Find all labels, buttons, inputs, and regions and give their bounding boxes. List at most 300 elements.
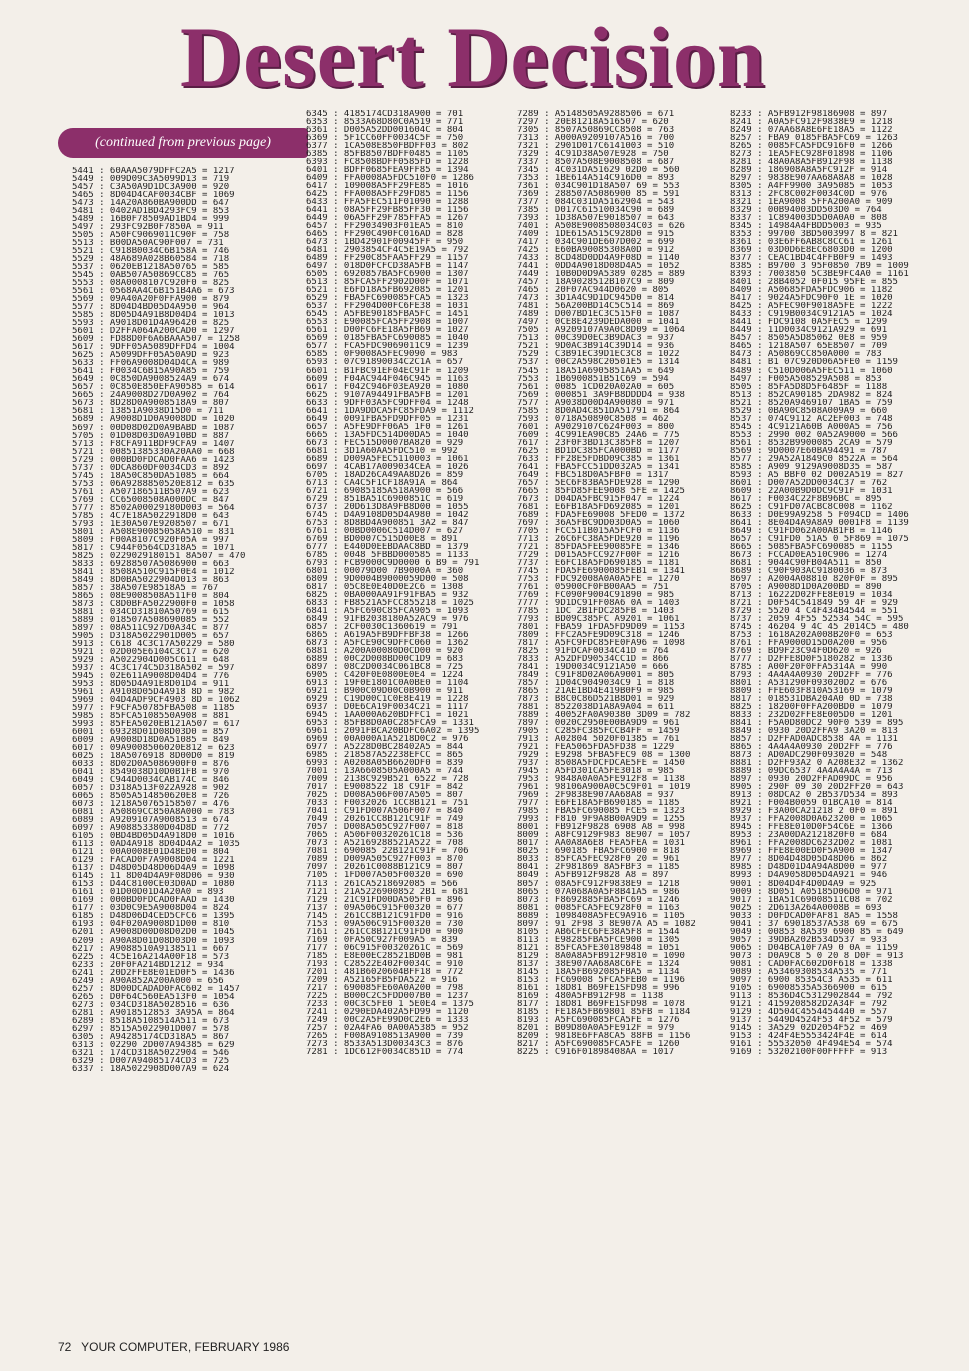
listing-line: 6657 : A5FE9DFF06A5 1F0 = 1261 <box>306 422 469 431</box>
listing-line: 6913 : 19F0E1801C0A0BE0 = 1104 <box>306 679 469 688</box>
listing-line: 8881 : D2FF93A2 0 A208E32 = 1362 <box>730 759 904 768</box>
listing-line: 7321 : 2901D017C6141003 = 510 <box>517 142 675 151</box>
listing-line: 5793 : 1E30A507E9208507 = 671 <box>72 519 230 528</box>
listing-line: 8113 : E98285FBA5FCE900 = 1305 <box>517 935 680 944</box>
listing-line: 9017 : 1BA51C69008511C08 = 702 <box>730 895 893 904</box>
listing-line: 8153 : FC69008 5FCA5FEB0 = 1196 <box>517 975 685 984</box>
listing-line: 6225 : 4C5E16A214A00F18 = 573 <box>72 952 230 961</box>
listing-line: 7641 : FBA5FCC51DD032A5 = 1341 <box>517 462 680 471</box>
listing-line: 6233 : 20F0FA214BD1212 = 934 <box>72 960 224 969</box>
listing-line: 6129 : FACAD0F7A9008D04 = 1221 <box>72 856 235 865</box>
listing-line: 8225 : C916F01898408AA = 1017 <box>517 1047 675 1056</box>
listing-line: 8097 : 91 2F98 3 8E907A A5 = 1082 <box>517 919 696 928</box>
listing-line: 8001 : FB912F9828 6908 A8 = 998 <box>517 823 685 832</box>
listing-line: 6889 : 00C2D008BD00C1D9 = 683 <box>306 655 464 664</box>
listing-line: 7273 : 8533A513D00343C3 = 876 <box>306 1039 464 1048</box>
listing-line: 8401 : 28B4052 0F015 95FE = 855 <box>730 278 898 287</box>
listing-line: 5961 : A9108D05D4A918 8D = 982 <box>72 688 235 697</box>
listing-line: 5697 : 00D08D02D0A9BABD = 1087 <box>72 423 235 432</box>
listing-line: 7777 : 9D1DC91FF08A6 0A = 1403 <box>517 598 680 607</box>
listing-line: 6681 : 3D1A60AA5FDC510 = 992 <box>306 446 458 455</box>
listing-line: 6825 : 0BA000AA91F91FBA5 = 932 <box>306 590 469 599</box>
listing-line: 7753 : FDC92008A0A0A5FE = 1270 <box>517 574 680 583</box>
listing-line: 7313 : A000A9209107A516 = 700 <box>517 134 675 143</box>
listing-line: 6241 : 20D2FFE8E01ED0F5 = 1436 <box>72 968 235 977</box>
listing-line: 6737 : 20D613D8A9FB8D00 = 1055 <box>306 502 469 511</box>
listing-line: 7281 : 1DC612F0034C851D = 774 <box>306 1047 464 1056</box>
listing-line: 8649 : C91FD062A00AB1FB = 1146 <box>730 526 893 535</box>
listing-line: 7873 : B8C0C86D521B8D01 = 929 <box>517 695 675 704</box>
listing-line: 8033 : 85FCA5FEC928F0 20 = 961 <box>517 855 680 864</box>
listing-line: 7113 : 261CA5218692085 = 566 <box>306 879 458 888</box>
listing-line: 6329 : D007A94085174CD3 = 725 <box>72 1056 230 1065</box>
listing-line: 7617 : 23F0F3BD13C385F8 = 1207 <box>517 438 680 447</box>
listing-line: 7769 : FC090F9004C91890 = 985 <box>517 590 675 599</box>
listing-line: 9089 : A53469308534A535 = 771 <box>730 967 888 976</box>
listing-line: 7497 : 0CE8E4239DEDA000 = 1041 <box>517 318 680 327</box>
listing-line: 6073 : 1218A50765158507 = 476 <box>72 800 230 809</box>
listing-line: 5881 : 034CD31810A50769 = 615 <box>72 607 230 616</box>
listing-line: 7649 : FBC518D0A5FBF0 = 1317 <box>517 470 669 479</box>
listing-line: 5785 : 4C7E18A5022918D0 = 643 <box>72 511 230 520</box>
listing-line: 8441 : FDC9108 0A5FEC5 = 1299 <box>730 318 888 327</box>
listing-line: 5465 : 8D04D4CAF0034CBF = 1069 <box>72 191 235 200</box>
listing-line: 7545 : 18A51A6905851AA5 = 649 <box>517 366 675 375</box>
listing-line: 7369 : 288507A5086900 85 = 591 <box>517 190 680 199</box>
listing-line: 6097 : A908853380D04D8D = 772 <box>72 824 230 833</box>
listing-line: 6649 : 0091FBA5FD9DFF05 = 1231 <box>306 414 469 423</box>
listing-line: 7969 : 2F9838E907AA68A8 = 937 <box>517 791 675 800</box>
listing-line: 8393 : 7003850 5C3BE9FC4A0 = 1161 <box>730 270 909 279</box>
listing-line: 7761 : 05900CF0FB00AA5 = 751 <box>517 582 669 591</box>
listing-line: 6289 : 8518A5108514A511 = 673 <box>72 1016 230 1025</box>
listing-line: 5745 : 18A50C850DA51085 = 664 <box>72 471 230 480</box>
listing-line: 8377 : CEAC1BD4C4FFB0F9 = 1493 <box>730 254 893 263</box>
listing-line: 7929 : E9298 5FBA5FEC9 08 = 1300 <box>517 751 691 760</box>
listing-line: 8201 : B09D80A0A5FE912F = 979 <box>517 1023 675 1032</box>
listing-line: 8841 : F5A0D80DC2 90F0 539 = 895 <box>730 719 904 728</box>
listing-line: 9145 : 3A529 02D2054F52 = 469 <box>730 1023 888 1032</box>
listing-column-3 <box>517 110 696 1056</box>
listing-line: 6857 : 2CF0030C1360619 = 791 <box>306 623 458 632</box>
listing-line: 7177 : 06C915F00320261C = 569 <box>306 943 464 952</box>
listing-line: 6169 : 000BD0FDCAD0FAAD = 1430 <box>72 896 235 905</box>
listing-line: 7209 : A52165FB5FDA522 = 916 <box>306 975 458 984</box>
listing-line: 6145 : 11 8D04D4A9F08D06 = 930 <box>72 872 235 881</box>
listing-line: 6601 : B1FBC91EF04EC91F = 1209 <box>306 366 469 375</box>
listing-line: 7505 : A9209107A9A0C8D09 = 1064 <box>517 326 685 335</box>
listing-line: 5849 : 8D0BA5022904D013 = 863 <box>72 575 230 584</box>
listing-line: 7417 : 034C901DE607D002 = 699 <box>517 238 675 247</box>
listing-line: 7833 : A52DFD90534CC1D = 866 <box>517 655 669 664</box>
listing-line: 7241 : 0290EDA402A5FD99 = 1120 <box>306 1007 469 1016</box>
listing-line: 6561 : D00FC6FE18A5FB69 = 1027 <box>306 326 469 335</box>
listing-line: 7801 : FBA59 1FDA5FD9D09 = 1153 <box>517 623 685 632</box>
listing-line: 5569 : 09A40A20F0FFA900 = 879 <box>72 295 230 304</box>
listing-line: 8769 : BD9F23C94F0D620 = 926 <box>730 647 882 656</box>
listing-line: 8289 : 186908A8A5FC912F = 914 <box>730 166 888 175</box>
listing-line: 5561 : 0568AA4C6B151B4A6 = 673 <box>72 287 235 296</box>
listing-line: 6273 : 034CD318A5028516 = 636 <box>72 1000 230 1009</box>
listing-line: 6729 : 851BA51C6900851C = 619 <box>306 494 464 503</box>
listing-line: 8873 : AD0ADC290F093020 = 548 <box>730 751 888 760</box>
listing-line: 8809 : FFE603F810A53169 = 1079 <box>730 687 893 696</box>
listing-line: 8945 : FFE8E010D0F54C6E = 1366 <box>730 823 893 832</box>
listing-line: 7569 : 000851 3A9FB8DDDD4 = 938 <box>517 390 685 399</box>
listing-line: 5761 : A507186511B507A9 = 623 <box>72 487 230 496</box>
listing-line: 7169 : 0FA50C927F009A5 = 839 <box>306 935 458 944</box>
listing-line: 5673 : 8D28D0A9008518A9 = 807 <box>72 399 230 408</box>
listing-line: 7985 : FBA5FC690085 FCE5 = 1323 <box>517 807 685 816</box>
listing-line: 5713 : F8CFA911BDF9CFA9 = 1407 <box>72 439 235 448</box>
listing-line: 5689 : A9008D1D0A9008DD = 1020 <box>72 415 235 424</box>
listing-line: 6569 : 0185FBA5FC690085 = 1040 <box>306 334 469 343</box>
listing-line: 6409 : FFA0008A5FDC510F0 = 1286 <box>306 174 474 183</box>
listing-line: 7529 : C3B91EC39D1EC3C8 = 1022 <box>517 350 680 359</box>
article-title: Desert Decision <box>180 9 766 105</box>
listing-line: 7409 : 1DE615A515C928D0 = 915 <box>517 230 675 239</box>
listing-line: 7657 : 5EC6F83BA5FDE928 = 1290 <box>517 478 680 487</box>
listing-line: 8121 : 85FCA5FE30189848 = 1051 <box>517 943 680 952</box>
listing-line: 6457 : FF29034903F01EA5 = 810 <box>306 222 464 231</box>
listing-line: 6313 : 02290 2D007A94385 = 629 <box>72 1040 235 1049</box>
listing-line: 5489 : 16B0F78509AD1BD4 = 999 <box>72 215 230 224</box>
listing-line: 6769 : BD0007C515D00E8 = 891 <box>306 534 458 543</box>
listing-line: 8697 : A2004A08810 820F0F = 895 <box>730 574 898 583</box>
listing-line: 8753 : 1618A202A008B20F0 = 653 <box>730 631 893 640</box>
listing-line: 7961 : 98106A900A0C5C9F01 = 1019 <box>517 783 691 792</box>
listing-line: 8609 : 22A00B9D0DC9C91F = 1031 <box>730 486 893 495</box>
listing-line: 8529 : 0BA90C8508A009A9 = 660 <box>730 406 888 415</box>
listing-line: 8553 : 2990 002 0A52A9000 = 566 <box>730 430 898 439</box>
listing-line: 6393 : FC8508BDFF0585FD = 1228 <box>306 158 469 167</box>
listing-line: 6441 : 08A5FF29FB85FF30 = 1156 <box>306 206 469 215</box>
listing-line: 6505 : 6920857BA5FC6900 = 1307 <box>306 270 469 279</box>
listing-line: 5841 : 8508A510C915F0E4 = 1012 <box>72 567 235 576</box>
listing-line: 7337 : 8507A508E9008508 = 687 <box>517 158 675 167</box>
listing-line: 6817 : 05C8E0E40D0E2C6 = 1308 <box>306 582 464 591</box>
listing-line: 7385 : D017C61510034C90 = 689 <box>517 206 675 215</box>
listing-line: 8977 : 8D04D48D05D48D06 = 862 <box>730 855 888 864</box>
listing-line: 6473 : 1BD42901F00945FF = 950 <box>306 238 464 247</box>
listing-line: 6321 : 174CD318A5022904 = 546 <box>72 1048 230 1057</box>
listing-line: 7697 : 36A5FBC9DD03D0A5 = 1060 <box>517 518 680 527</box>
listing-line: 5481 : 0402AD1BD4293FC9 = 853 <box>72 207 230 216</box>
listing-line: 7913 : A02804 5020F01385 = 761 <box>517 735 680 744</box>
listing-line: 9113 : 8536D4C5312902844 = 792 <box>730 991 893 1000</box>
listing-line: 8593 : A5 BBF0 02 D002A519 = 827 <box>730 470 904 479</box>
listing-line: 7289 : A5148505A9288506 = 671 <box>517 110 675 119</box>
listing-line: 5897 : 08A511C927D0A34C = 877 <box>72 623 230 632</box>
listing-line: 6009 : A9008D18D0A51085 = 849 <box>72 736 230 745</box>
listing-line: 6753 : 8D8BD4A900851 3A2 = 847 <box>306 518 469 527</box>
listing-line: 9073 : D0A9C8 5 0 20 8 D0F = 913 <box>730 951 904 960</box>
listing-line: 7217 : 690085FE60A0A200 = 798 <box>306 983 464 992</box>
listing-line: 8625 : C91FD07ACBC8C008 = 1162 <box>730 502 893 511</box>
listing-line: 7249 : 00C2A5FE99D0C2E6 = 1333 <box>306 1015 469 1024</box>
listing-line: 5545 : 0AB507A50869CC85 = 765 <box>72 271 230 280</box>
listing-line: 8657 : C91FD0 51A5 0 5F869 = 1075 <box>730 534 909 543</box>
listing-line: 8409 : A50685FDA5FDC906 = 1182 <box>730 286 893 295</box>
listing-line: 7233 : 00C3C5FE0 1 5E0E4 = 1375 <box>306 999 474 1008</box>
listing-line: 9161 : 55532050 4F494E54 = 574 <box>730 1039 893 1048</box>
listing-line: 8585 : A909 9129A9008D35 = 587 <box>730 462 893 471</box>
listing-line: 6937 : D0E6CA19F0034C21 = 1117 <box>306 703 469 712</box>
listing-line: 8425 : A5FEC90F9018A5FE = 1222 <box>730 302 893 311</box>
listing-line: 7865 : 21AE1BD4E419B0F9 = 985 <box>517 687 675 696</box>
listing-line: 5969 : 04D4ADF9CF4903 8D = 1062 <box>72 696 240 705</box>
listing-line: 5889 : 018507A508690085 = 552 <box>72 615 230 624</box>
listing-line: 6425 : FFA008A5FF29FD85 = 1156 <box>306 190 469 199</box>
listing-line: 5601 : D2FFA064A200CAD0 = 1297 <box>72 327 235 336</box>
listing-line: 6361 : D005A52DD001604C = 804 <box>306 126 464 135</box>
listing-line: 8465 : 1218A507 65E8507 = 709 <box>730 342 888 351</box>
listing-line: 9033 : D0FDCAD0FAF81 8A5 = 1558 <box>730 911 898 920</box>
listing-line: 6497 : 018D0FCFCD38A5FB = 1147 <box>306 262 469 271</box>
listing-line: 7393 : 1D38A507E9018507 = 643 <box>517 214 675 223</box>
listing-line: 5825 : 0229029180151 8A507 = 470 <box>72 551 246 560</box>
listing-line: 8489 : C510D006A5FEC511 = 1060 <box>730 366 893 375</box>
listing-line: 5873 : C8D0BFA5022900F0 = 1058 <box>72 599 235 608</box>
listing-line: 8513 : 852CA90185 2DA982 = 824 <box>730 390 893 399</box>
listing-line: 8561 : 8532B9900085 2CA9 = 579 <box>730 438 893 447</box>
listing-line: 8857 : D2FFAD0ADC8538 4A = 1131 <box>730 735 898 744</box>
listing-line: 7441 : 0DD4A9018D08D4A5 = 1052 <box>517 262 680 271</box>
listing-line: 8265 : 0085FCA5FDC916F0 = 1266 <box>730 142 893 151</box>
listing-line: 8329 : 00B94003DD503D0 = 764 <box>730 206 882 215</box>
listing-line: 9025 : 2D613A264A0008B = 693 <box>730 903 882 912</box>
listing-line: 6689 : D009A5FEC5110003 = 1061 <box>306 454 469 463</box>
listing-line: 7937 : 8508A5FDCFDCAE5FE = 1450 <box>517 759 685 768</box>
listing-line: 7265 : F008A9108513A900 = 739 <box>306 1031 464 1040</box>
listing-line: 6265 : D0F64C560EA513F0 = 1054 <box>72 992 235 1001</box>
listing-line: 8505 : 85FA5D8D5F6485F = 1188 <box>730 382 888 391</box>
listing-line: 5801 : A508E90085058A510 = 831 <box>72 527 235 536</box>
listing-line: 6377 : 1CA508E850FBDFF03 = 802 <box>306 142 469 151</box>
listing-line: 5617 : 9DFF05A5089DFFD4 = 1004 <box>72 343 235 352</box>
listing-line: 8897 : 0930 20D2FFAD09DC = 956 <box>730 775 893 784</box>
listing-line: 8905 : 290F 09 30 20D2FF20 = 643 <box>730 783 904 792</box>
listing-line: 8345 : 14984A4FBDD5003 = 935 <box>730 222 882 231</box>
listing-line: 6793 : FCB9000C9D0000 6 B9 = 791 <box>306 558 480 567</box>
listing-line: 6945 : 1AA000A620BDFFC1 = 1021 <box>306 711 469 720</box>
listing-line: 7817 : A5FC9FDC85FE0FA96 = 1098 <box>517 639 685 648</box>
listing-line: 7577 : A9038D00D4A90080 = 971 <box>517 398 675 407</box>
listing-line: 5977 : F9CFA50785FBA508 = 1185 <box>72 704 235 713</box>
listing-line: 6609 : F04AC944F046C945 = 1163 <box>306 374 469 383</box>
listing-line: 9153 : 424F4E5553424F4E = 614 <box>730 1031 888 1040</box>
listing-line: 6625 : 9107A94491FBA5FB = 1201 <box>306 390 469 399</box>
listing-line: 8681 : 9044C90FB04A511 = 850 <box>730 558 882 567</box>
listing-line: 7297 : 20E81218A516507 = 620 <box>517 118 669 127</box>
listing-line: 5473 : 14A20A860BA900DD = 647 <box>72 199 230 208</box>
listing-line: 8369 : 03D0D6E8EC6803D0 = 1200 <box>730 246 893 255</box>
listing-line: 5609 : FD88D0F6A6BAAA507 = 1258 <box>72 335 240 344</box>
listing-line: 8049 : A5FB912F9828 A8 = 897 <box>517 871 669 880</box>
listing-line: 6353 : 8533A68D80C0A519 = 771 <box>306 118 464 127</box>
listing-line: 8385 : B9700 3 95F0850 7B9 = 1009 <box>730 262 909 271</box>
listing-line: 7945 : A5FD301CA5FE3018 = 985 <box>517 767 675 776</box>
listing-line: 7345 : 4C031DA51629 02D0 = 560 <box>517 166 680 175</box>
listing-line: 8457 : 8505A5D85062 0E8 = 959 <box>730 334 888 343</box>
listing-line: 7841 : 19D0034C9121A50 = 666 <box>517 663 669 672</box>
listing-line: 8713 : 16222D02FFE8E019 = 1034 <box>730 590 893 599</box>
listing-line: 6545 : A5FBE90185FBA5FC = 1451 <box>306 310 469 319</box>
listing-line: 8849 : 0930 20D2FFA9 3A20 = 813 <box>730 727 898 736</box>
listing-line: 8953 : 23A00DA2121820F0 = 684 <box>730 831 888 840</box>
listing-line: 8313 : 2FC8C002F0034C0D = 976 <box>730 190 888 199</box>
listing-line: 8921 : F004B0059 01BCA10 = 814 <box>730 799 893 808</box>
listing-line: 8737 : 2059 4F55 52534 54C = 595 <box>730 614 904 623</box>
page-footer <box>58 1338 289 1356</box>
listing-line: 5833 : 69288507A5086900 = 663 <box>72 559 230 568</box>
listing-line: 6745 : D4A9108D05D4A980 = 1042 <box>306 510 469 519</box>
listing-line: 6481 : 2903854CF4C5E19A5 = 792 <box>306 246 469 255</box>
listing-line: 6257 : 8D00DCADAD0FAC602 = 1457 <box>72 984 240 993</box>
listing-line: 7665 : 85FD85FEE9008 5FE = 1425 <box>517 486 685 495</box>
listing-line: 5593 : A9018D01D4A96420 = 825 <box>72 319 230 328</box>
listing-line: 9121 : 4159208582D2A34F = 792 <box>730 999 888 1008</box>
listing-line: 7009 : 2138C929B521 6522 = 728 <box>306 775 469 784</box>
listing-line: 8833 : 232D02FFE8E005D0 = 1201 <box>730 711 893 720</box>
listing-line: 5505 : A50FC9069011C90F = 758 <box>72 231 230 240</box>
listing-line: 6529 : FBA5FC690085FCA5 = 1323 <box>306 294 469 303</box>
listing-line: 8777 : D2FFE8D0F5180282 = 1336 <box>730 655 893 664</box>
listing-line: 5513 : B00DA50AC90F007 = 731 <box>72 239 224 248</box>
listing-line: 5537 : 0620EB1218A50765 = 585 <box>72 263 230 272</box>
listing-line: 6969 : 00A000A1A5218D0C2 = 976 <box>306 735 469 744</box>
listing-line: 7561 : 0085 1CD020A02A0 = 605 <box>517 382 675 391</box>
listing-line: 8785 : A00F20F0FFA5314A = 990 <box>730 663 888 672</box>
listing-line: 8009 : A8FC9129F983 8E907 = 1057 <box>517 831 691 840</box>
listing-line: 6201 : A9008D00D08D02D0 = 1045 <box>72 928 235 937</box>
listing-line: 8689 : C90F903AC9180036 = 873 <box>730 566 888 575</box>
listing-line: 6809 : 9D0004B9000059D00 = 508 <box>306 574 469 583</box>
listing-line: 6017 : 09A9008506020E812 = 623 <box>72 744 235 753</box>
listing-line: 6385 : 85FB8507BDFF0485 = 1105 <box>306 150 469 159</box>
listing-line: 6617 : F042C946F03EA920 = 1080 <box>306 382 469 391</box>
listing-line: 5585 : 8D05D4A91B8D04D4 = 1013 <box>72 311 235 320</box>
listing-line: 6521 : E6FD18A5FB692085 = 1201 <box>306 286 469 295</box>
listing-line: 6881 : A200A00080D0CD00 = 920 <box>306 647 464 656</box>
listing-line: 5705 : 01D08D03D0A910BD = 887 <box>72 431 230 440</box>
listing-line: 7737 : E6FC18A5FD690185 = 1181 <box>517 558 680 567</box>
listing-line: 7153 : 09A506C915F00320 = 730 <box>306 919 464 928</box>
listing-line: 7849 : C91F8D02A06A9001 = 805 <box>517 671 675 680</box>
listing-line: 8249 : 07AA68A8E6FE18A5 = 1122 <box>730 126 893 135</box>
listing-line: 8537 : 074C9112 AC2EF003 = 748 <box>730 414 893 423</box>
listing-line: 8729 : 5520 4 C4F434B4544 = 551 <box>730 606 898 615</box>
listing-line: 5641 : F0034C6B15A90A85 = 759 <box>72 367 230 376</box>
listing-line: 7585 : 8D0AD4C851DA51791 = 864 <box>517 406 680 415</box>
listing-line: 6929 : C19D00C1C0E8E419 = 1228 <box>306 695 469 704</box>
listing-line: 5817 : C944F0564CD318A5 = 1071 <box>72 543 235 552</box>
listing-line: 8801 : A531290F093020D2 = 676 <box>730 679 888 688</box>
listing-line: 7713 : 26C6FC38A5FDE920 = 1196 <box>517 534 680 543</box>
listing-line: 6345 : 4185174CD318A900 = 701 <box>306 110 464 119</box>
listing-line: 8937 : FFA2008D0A623200 = 1065 <box>730 815 893 824</box>
listing-line: 6401 : BDFF0685FEA9FF85 = 1394 <box>306 166 469 175</box>
listing-line: 7633 : FF28E5FDBD09C385 = 1361 <box>517 454 680 463</box>
listing-line: 5809 : F00A8107C920F05A = 997 <box>72 535 230 544</box>
listing-line: 8081 : 0085FCA5FEC928F0 = 1163 <box>517 903 680 912</box>
listing-line: 7257 : 02A4FA6 0A00A5385 = 952 <box>306 1023 469 1032</box>
listing-line: 6841 : A5FC690C85FCA905 = 1093 <box>306 606 469 615</box>
listing-line: 8665 : 5085FBA5FC690085 = 1155 <box>730 542 893 551</box>
listing-line: 6185 : D48D06D4CED5CFC6 = 1395 <box>72 912 235 921</box>
listing-line: 6305 : A94285174CD318A5 = 867 <box>72 1032 230 1041</box>
listing-line: 5529 : 48A689A028B60584 = 718 <box>72 255 230 264</box>
listing-line: 8449 : 11D0034C9121A929 = 691 <box>730 326 888 335</box>
listing-line: 7033 : F0032026 1CC8B121 = 751 <box>306 799 469 808</box>
listing-line: 7889 : 40052FA0A90380 3D09 = 782 <box>517 711 691 720</box>
listing-line: 7857 : 1D04C9049034C9 1 = 818 <box>517 679 675 688</box>
listing-line: 7097 : 20261C0088B121C9 = 807 <box>306 863 464 872</box>
listing-line: 7089 : D009A505C927F003 = 870 <box>306 855 464 864</box>
listing-line: 8961 : FFA2008DC6232D02 = 1081 <box>730 839 893 848</box>
listing-line: 6721 : 69085185A518A900 = 566 <box>306 486 464 495</box>
listing-line: 8129 : 8A0A8A5FB912F9810 = 1090 <box>517 951 685 960</box>
listing-line: 7129 : 21C91FD00DA505F0 = 896 <box>306 895 464 904</box>
listing-line: 5457 : C3A50A9D1DC3A900 = 920 <box>72 183 230 192</box>
listing-line: 8985 : D48D01D4A94A8D00 = 977 <box>730 863 888 872</box>
listing-line: 9009 : 8D051 A05185D06D0 = 971 <box>730 887 893 896</box>
listing-line: 5985 : 85FCA5108550A908 = 881 <box>72 712 230 721</box>
magazine-issue: YOUR COMPUTER, FEBRUARY 1986 <box>81 1340 290 1354</box>
listing-line: 9097 : 6900 85354C3 A535 = 611 <box>730 975 893 984</box>
listing-line: 8257 : FBA9 0185FBA5FC69 = 1263 <box>730 134 898 143</box>
listing-line: 7361 : 034C901D18A507 69 = 553 <box>517 182 680 191</box>
listing-line: 8617 : F0034C22F8B96BC = 895 <box>730 494 882 503</box>
listing-line: 7465 : 20F07AC944D0620 = 805 <box>517 286 669 295</box>
listing-line: 5497 : 293FC92B0F7850A = 911 <box>72 223 224 232</box>
listing-line: 5753 : 06A9288850520E812 = 635 <box>72 479 235 488</box>
listing-line: 5649 : 0C850DA9008524A9 = 674 <box>72 375 230 384</box>
listing-line: 9169 : 53202100F00FFFFF = 913 <box>730 1047 888 1056</box>
listing-line: 5449 : 009D09C3A5099D13 = 719 <box>72 175 230 184</box>
listing-line: 7521 : 9D0AC3B914C39D14 = 936 <box>517 342 675 351</box>
listing-line: 8825 : 18200F0FFA200BD0 = 1079 <box>730 703 893 712</box>
listing-line: 6489 : FF290C85FAA5FF29 = 1157 <box>306 254 469 263</box>
listing-line: 6249 : A90A852A200A000 = 656 <box>72 976 224 985</box>
listing-line: 7625 : BD1DC385FCA000BD = 1177 <box>517 446 680 455</box>
listing-line: 5577 : 8D04D4BD05D4A950 = 964 <box>72 303 230 312</box>
listing-line: 8633 : D0E99A9258 5 F094CD = 1406 <box>730 510 909 519</box>
listing-line: 8353 : 99700 3BD5003997 8 = 821 <box>730 230 898 239</box>
listing-line: 5993 : 85FEA5020EB121A507 = 617 <box>72 720 240 729</box>
listing-line: 8969 : FFE8E00ED0F5A900 = 1347 <box>730 847 893 856</box>
listing-line: 5857 : 38A507E98518A5 = 767 <box>72 583 219 592</box>
listing-line: 7489 : D007BD1EC3C515F0 = 1087 <box>517 310 680 319</box>
listing-line: 7425 : E60BA90085308A0D = 912 <box>517 246 675 255</box>
listing-line: 5913 : C618 4C3C17A50229 = 580 <box>72 639 235 648</box>
listing-line: 7305 : 8507A50869CC8508 = 763 <box>517 126 675 135</box>
listing-line: 5929 : A5022904D005C611 = 648 <box>72 655 230 664</box>
listing-line: 8105 : AB6CFEC6FE38A5F8 = 1544 <box>517 927 680 936</box>
listing-line: 8793 : 4A4A4A0930 20D2FF = 776 <box>730 671 893 680</box>
listing-line: 8193 : A5FC690085FCA5FE = 1276 <box>517 1015 680 1024</box>
listing-line: 7721 : 85FDA5FEE90085FE = 1346 <box>517 542 680 551</box>
listing-line: 6161 : 01D00D01D4A20A0 = 893 <box>72 888 224 897</box>
listing-line: 8089 : 1098408A5FEC9A916 = 1105 <box>517 911 685 920</box>
listing-line: 6105 : 0BD4BD05D4A918D0 = 1016 <box>72 832 235 841</box>
listing-line: 8233 : A5FB912F98186908 = 897 <box>730 110 888 119</box>
listing-line: 6697 : 4CAB17A009034CEA = 1026 <box>306 462 469 471</box>
listing-line: 6985 : 218587A52238EFCC = 865 <box>306 751 464 760</box>
listing-line: 6921 : B900C09D00C0B900 = 911 <box>306 687 464 696</box>
listing-line: 7401 : A508E9008508034C03 = 626 <box>517 222 685 231</box>
listing-line: 7161 : 261CC8B121C91FD0 = 900 <box>306 927 464 936</box>
